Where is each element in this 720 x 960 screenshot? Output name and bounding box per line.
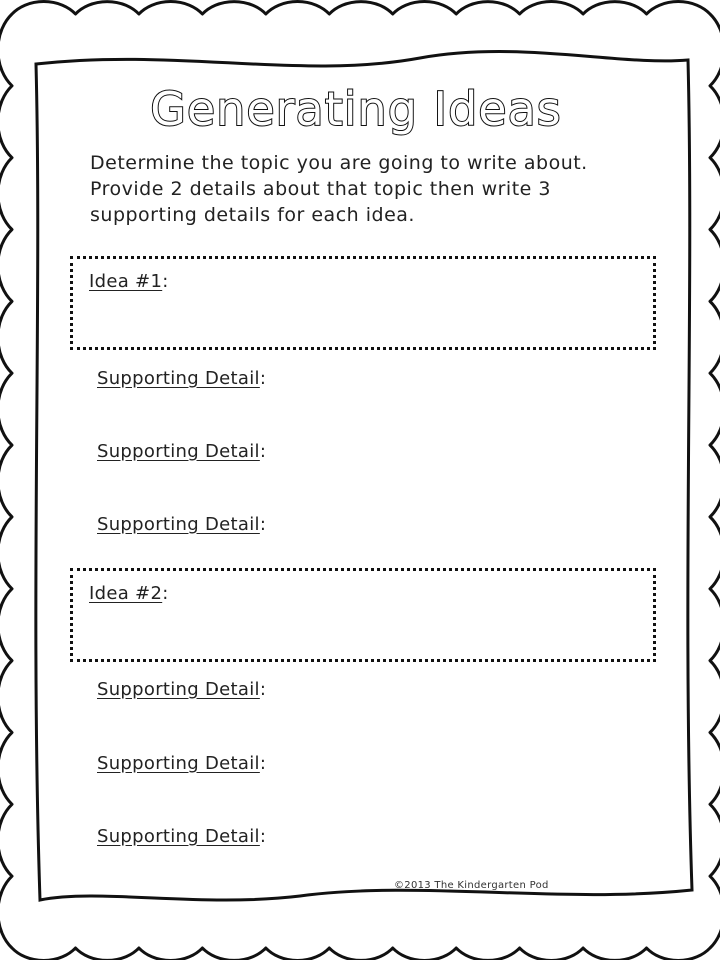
page-title: Generating Ideas [150,82,562,136]
supporting-detail-label: Supporting Detail [97,679,260,700]
instructions-line-3: supporting details for each idea. [90,204,415,226]
idea-1-supporting-detail-2[interactable] [97,441,266,462]
idea-1-supporting-detail-3[interactable] [97,514,266,535]
idea-1-supporting-detail-1[interactable] [97,368,266,389]
instructions-line-2: Provide 2 details about that topic then write 3 [90,178,551,200]
idea-2-supporting-detail-3[interactable] [97,826,266,847]
idea-1-box[interactable] [70,256,656,350]
supporting-detail-colon: : [259,753,267,774]
supporting-detail-colon: : [259,368,267,389]
idea-2-box[interactable] [70,568,656,662]
idea-1-label-text: Idea #1 [89,271,163,292]
idea-2-supporting-detail-1[interactable] [97,679,266,700]
supporting-detail-colon: : [259,441,267,462]
copyright-notice: ©2013 The Kindergarten Pod [394,880,549,891]
idea-2-supporting-detail-2[interactable] [97,753,266,774]
idea-1-colon: : [162,271,169,292]
supporting-detail-label: Supporting Detail [97,826,260,847]
supporting-detail-label: Supporting Detail [97,368,260,389]
instructions [90,150,650,228]
idea-2-label-text: Idea #2 [89,583,163,604]
supporting-detail-label: Supporting Detail [97,441,260,462]
supporting-detail-label: Supporting Detail [97,753,260,774]
instructions-line-1: Determine the topic you are going to write about. [90,152,588,174]
supporting-detail-colon: : [259,826,267,847]
supporting-detail-colon: : [259,514,267,535]
idea-2-colon: : [162,583,169,604]
supporting-detail-colon: : [259,679,267,700]
supporting-detail-label: Supporting Detail [97,514,260,535]
idea-1-label [89,271,169,292]
idea-2-label [89,583,169,604]
